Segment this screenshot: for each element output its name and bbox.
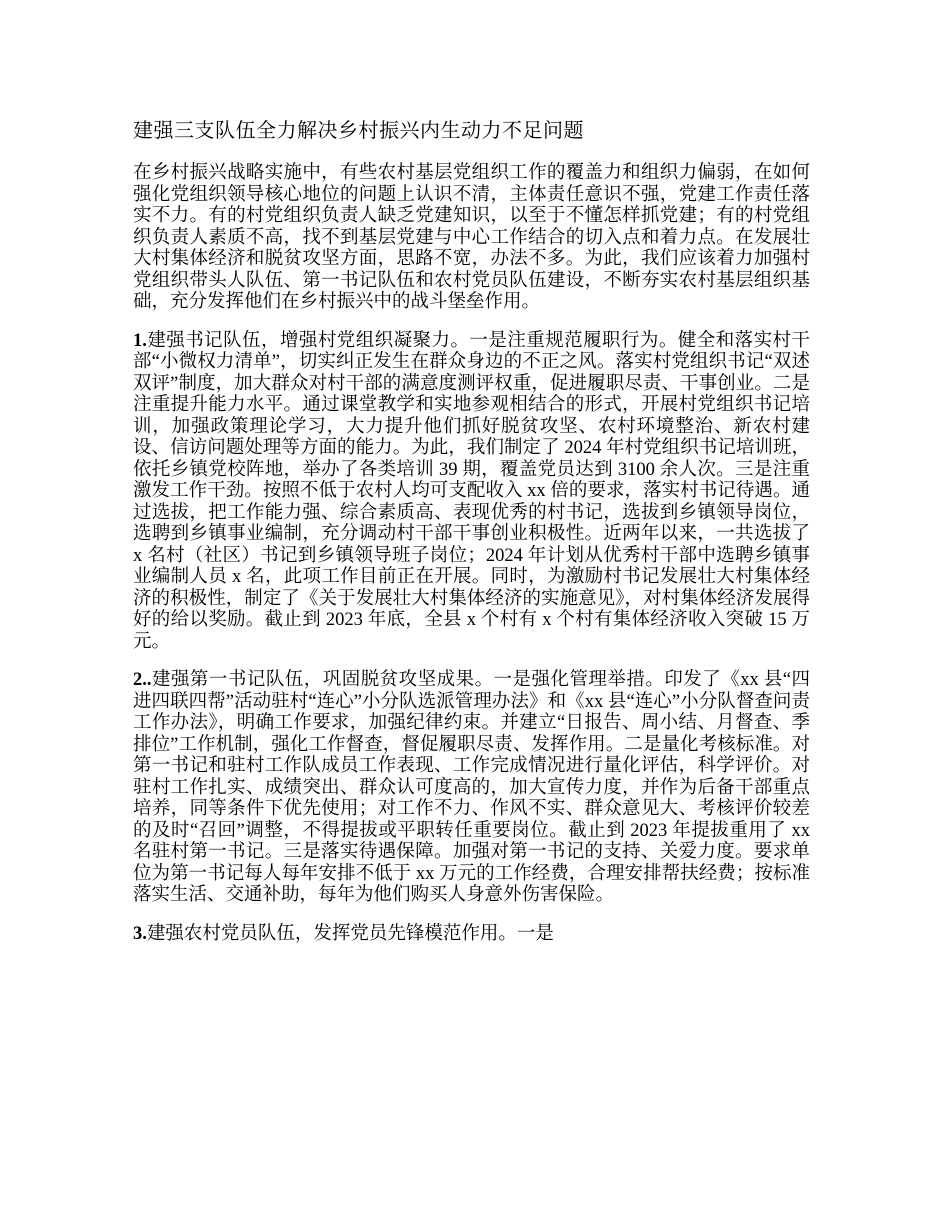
intro-paragraph: [133, 163, 810, 314]
paragraph-text: 建强第一书记队伍，巩固脱贫攻坚成果。一是强化管理举措。印发了《xx 县“四进四联四帮”活动驻村“连心”小分队选派管理办法》和《xx 县“连心”小分队督查问责工作办法》，明确工作要求，加强纪律约束。并建立“日报告、周小结、月督查、季排位”工作机制，强化工作督查，督促履职尽责、发挥作用。二是量化考核标准。对第一书记和驻村工作队成员工作表现、工作完成情况进行量化评估，科学评价。对驻村工作扎实、成绩突出、群众认可度高的，加大宣传力度，并作为后备干部重点培养，同等条件下优先使用；对工作不力、作风不实、群众意见大、考核评价较差的及时“召回”调整，不得提拔或平职转任重要岗位。截止到 2023 年提拔重用了 xx 名驻村第一书记。三是落实待遇保障。加强对第一书记的支持、关爱力度。要求单位为第一书记每人每年安排不低于 xx 万元的工作经费，合理安排帮扶经费；按标准落实生活、交通补助，每年为他们购买人身意外伤害保险。: [133, 670, 810, 905]
paragraph-number: 3.: [133, 923, 147, 944]
paragraph-text: 在乡村振兴战略实施中，有些农村基层党组织工作的覆盖力和组织力偏弱，在如何强化党组织领导核心地位的问题上认识不清，主体责任意识不强，党建工作责任落实不力。有的村党组织负责人缺乏党建知识，以至于不懂怎样抓党建；有的村党组织负责人素质不高，找不到基层党建与中心工作结合的切入点和着力点。在发展壮大村集体经济和脱贫攻坚方面，思路不宽，办法不多。为此，我们应该着力加强村党组织带头人队伍、第一书记队伍和农村党员队伍建设，不断夯实农村基层组织基础，充分发挥他们在乡村振兴中的战斗堡垒作用。: [133, 163, 810, 312]
paragraph-text: 建强书记队伍，增强村党组织凝聚力。一是注重规范履职行为。健全和落实村干部“小微权力清单”，切实纠正发生在群众身边的不正之风。落实村党组织书记“双述双评”制度，加大群众对村干部的满意度测评权重，促进履职尽责、干事创业。二是注重提升能力水平。通过课堂教学和实地参观相结合的形式，开展村党组织书记培训，加强政策理论学习，大力提升他们抓好脱贫攻坚、农村环境整治、新农村建设、信访问题处理等方面的能力。为此，我们制定了 2024 年村党组织书记培训班，依托乡镇党校阵地，举办了各类培训 39 期，覆盖党员达到 3100 余人次。三是注重激发工作干劲。按照不低于农村人均可支配收入 xx 倍的要求，落实村书记待遇。通过选拔，把工作能力强、综合素质高、表现优秀的村书记，选拔到乡镇领导岗位，选聘到乡镇事业编制，充分调动村干部干事创业积极性。近两年以来，一共选拔了 x 名村（社区）书记到乡镇领导班子岗位；2024 年计划从优秀村干部中选聘乡镇事业编制人员 x 名，此项工作目前正在开展。同时，为激励村书记发展壮大村集体经济的积极性，制定了《关于发展壮大村集体经济的实施意见》，对村集体经济发展得好的给以奖励。截止到 2023 年底，全县 x 个村有 x 个村有集体经济收入突破 15 万元。: [133, 330, 810, 652]
paragraph-text: 建强农村党员队伍，发挥党员先锋模范作用。一是: [146, 923, 554, 944]
paragraph-number: 1.: [133, 330, 147, 351]
document-page: [133, 118, 810, 945]
paragraph-3-party-member-team: [133, 924, 810, 946]
document-title: 建强三支队伍全力解决乡村振兴内生动力不足问题: [133, 120, 584, 142]
paragraph-number: 2..: [133, 670, 152, 690]
paragraph-1-secretary-team: [133, 331, 810, 654]
paragraph-2-first-secretary-team: [133, 670, 810, 907]
